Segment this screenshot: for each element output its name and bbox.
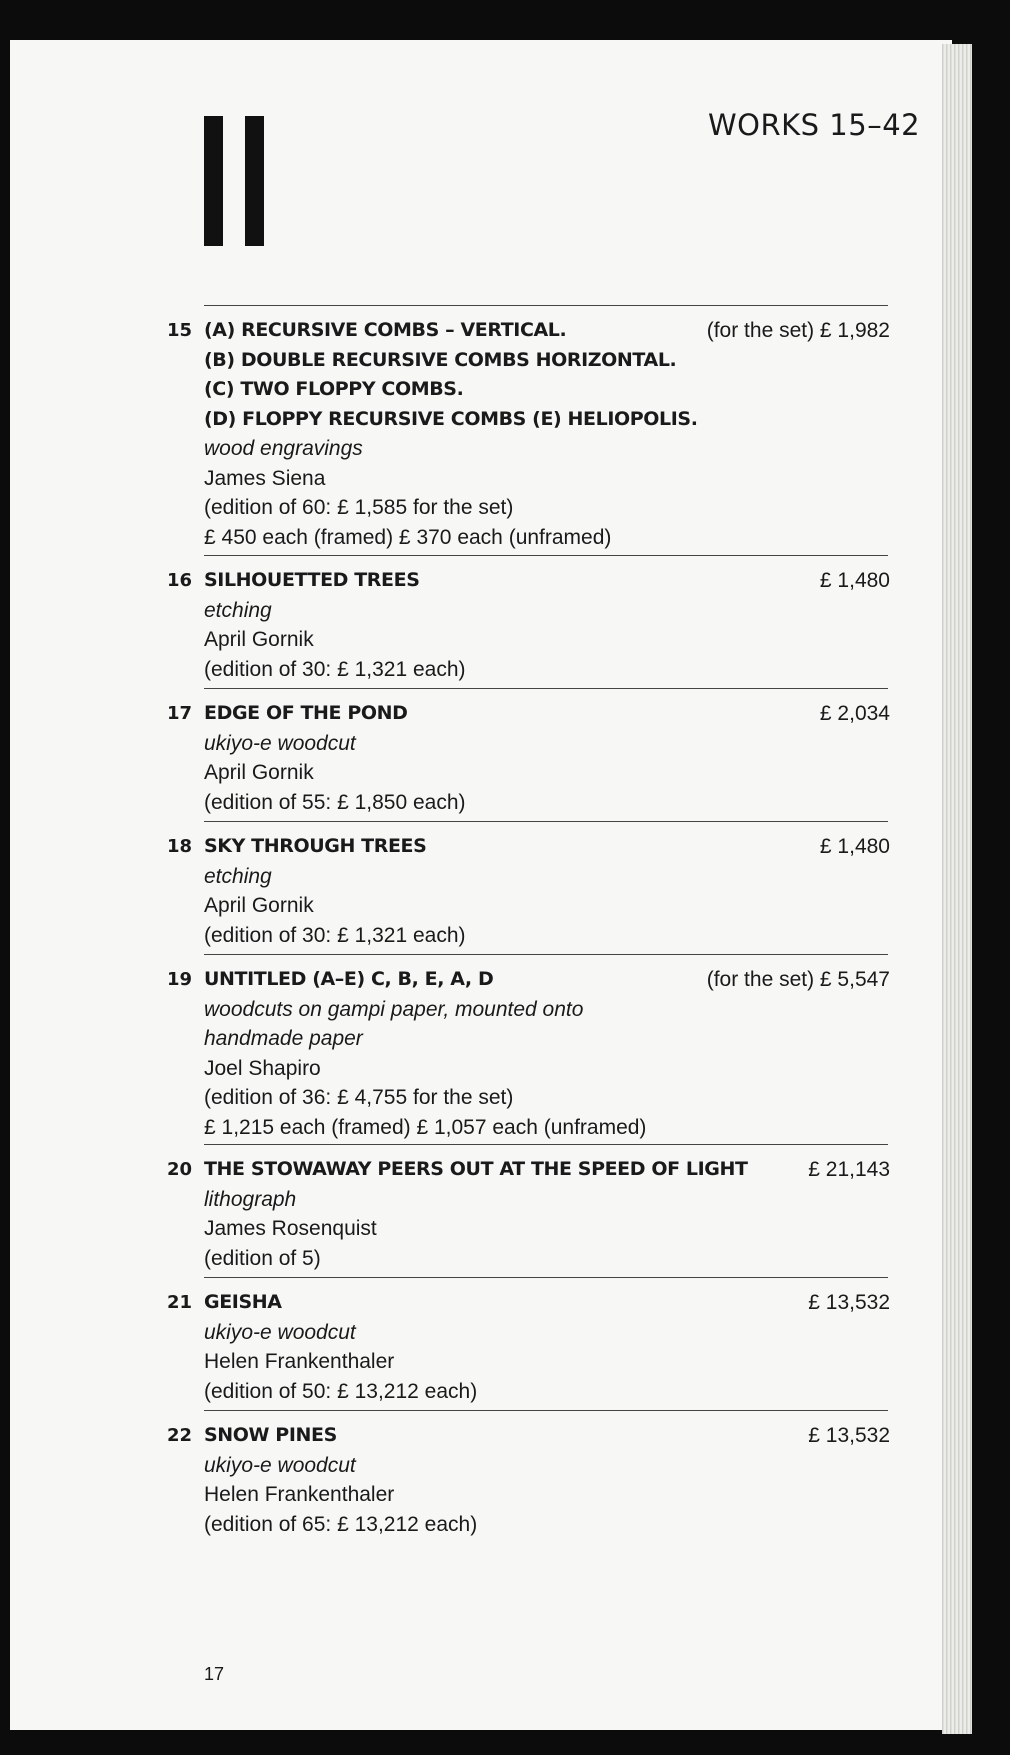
work-edition-note: (edition of 50: £ 13,212 each) <box>204 1379 478 1403</box>
section-mark-bar-left <box>204 116 223 246</box>
work-medium: etching <box>204 864 272 888</box>
work-title: EDGE OF THE POND <box>204 702 408 724</box>
entry-divider <box>204 305 888 306</box>
entry-divider <box>204 821 888 822</box>
entry-divider <box>204 688 888 689</box>
work-number: 18 <box>166 836 192 857</box>
entry-divider <box>204 1410 888 1411</box>
work-artist: James Rosenquist <box>204 1217 377 1240</box>
work-artist: April Gornik <box>204 894 314 917</box>
work-title: SKY THROUGH TREES <box>204 835 427 857</box>
work-medium: ukiyo-e woodcut <box>204 1320 356 1344</box>
page-number: 17 <box>204 1664 225 1684</box>
work-medium: wood engravings <box>204 437 363 460</box>
work-edition-note: £ 1,215 each (framed) £ 1,057 each (unframed) <box>204 1115 647 1139</box>
work-artist: James Siena <box>204 466 326 490</box>
work-price: (for the set) £ 1,982 <box>706 319 890 342</box>
work-edition-note: (edition of 36: £ 4,755 for the set) <box>204 1086 514 1109</box>
work-number: 17 <box>166 703 192 724</box>
work-price: £ 2,034 <box>819 702 890 725</box>
page-edge <box>942 44 972 1734</box>
entry-divider <box>204 555 888 556</box>
work-medium: handmade paper <box>204 1027 363 1050</box>
entry-divider <box>204 954 888 955</box>
work-edition-note: (edition of 55: £ 1,850 each) <box>204 790 466 814</box>
work-price: £ 13,532 <box>808 1424 890 1447</box>
work-edition-note: (edition of 60: £ 1,585 for the set) <box>204 496 514 519</box>
work-price: £ 21,143 <box>808 1158 890 1181</box>
work-medium: ukiyo-e woodcut <box>204 731 356 755</box>
work-artist: April Gornik <box>204 628 314 651</box>
section-mark-bar-right <box>245 116 264 246</box>
work-number: 22 <box>166 1425 192 1446</box>
work-medium: etching <box>204 598 272 622</box>
work-medium: woodcuts on gampi paper, mounted onto <box>204 997 584 1021</box>
work-title: GEISHA <box>204 1291 282 1313</box>
work-title: (A) RECURSIVE COMBS – VERTICAL. <box>204 319 567 341</box>
work-price: £ 1,480 <box>819 835 890 858</box>
work-number: 21 <box>166 1292 192 1313</box>
work-number: 15 <box>166 320 192 341</box>
page-title: WORKS 15–42 <box>708 108 921 142</box>
work-edition-note: (edition of 30: £ 1,321 each) <box>204 657 466 681</box>
work-number: 19 <box>166 969 192 990</box>
work-medium: lithograph <box>204 1187 297 1211</box>
work-price: £ 13,532 <box>808 1291 890 1314</box>
work-artist: April Gornik <box>204 761 314 784</box>
work-edition-note: (edition of 65: £ 13,212 each) <box>204 1512 478 1536</box>
entry-divider <box>204 1144 888 1145</box>
work-price: (for the set) £ 5,547 <box>706 968 890 991</box>
entry-divider <box>204 1277 888 1278</box>
work-title: (B) DOUBLE RECURSIVE COMBS HORIZONTAL. <box>204 348 677 371</box>
catalogue-page <box>10 40 952 1730</box>
work-title: (C) TWO FLOPPY COMBS. <box>204 378 464 400</box>
work-artist: Helen Frankenthaler <box>204 1350 395 1373</box>
work-edition-note: £ 450 each (framed) £ 370 each (unframed) <box>204 525 612 549</box>
work-edition-note: (edition of 5) <box>204 1246 321 1270</box>
work-medium: ukiyo-e woodcut <box>204 1453 356 1477</box>
work-title: THE STOWAWAY PEERS OUT AT THE SPEED OF LIGHT <box>204 1158 748 1180</box>
work-edition-note: (edition of 30: £ 1,321 each) <box>204 923 466 947</box>
work-artist: Helen Frankenthaler <box>204 1483 395 1506</box>
work-title: (D) FLOPPY RECURSIVE COMBS (E) HELIOPOLIS. <box>204 407 698 430</box>
work-number: 16 <box>166 570 192 591</box>
work-price: £ 1,480 <box>819 569 890 592</box>
work-title: SNOW PINES <box>204 1424 337 1446</box>
work-number: 20 <box>166 1159 192 1180</box>
work-artist: Joel Shapiro <box>204 1056 321 1080</box>
work-title: UNTITLED (A–E) C, B, E, A, D <box>204 968 494 990</box>
work-title: SILHOUETTED TREES <box>204 569 420 591</box>
